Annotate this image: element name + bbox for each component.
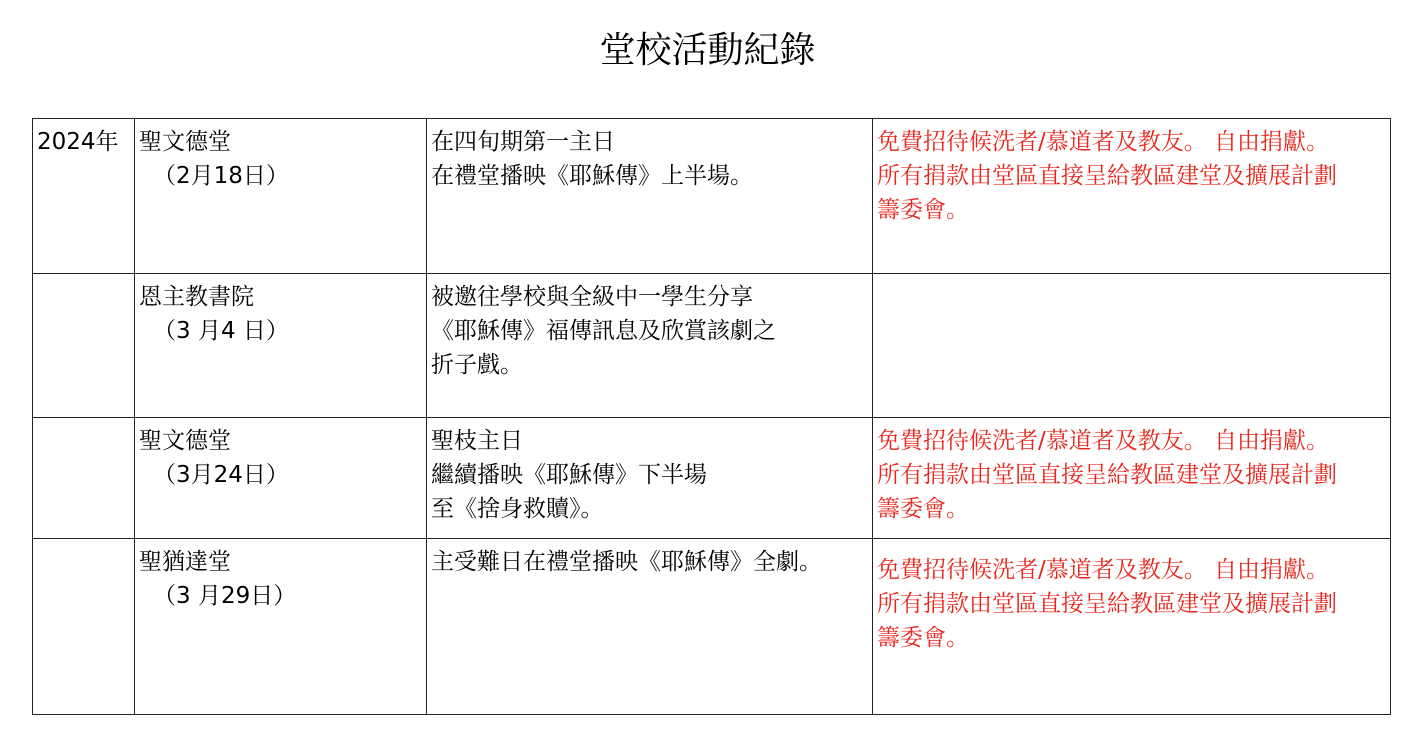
event-date: （3 月4 日） [153, 318, 289, 344]
description-line: 在禮堂播映《耶穌傳》上半場。 [431, 163, 753, 189]
note-cell [873, 418, 1391, 539]
note-line: 免費招待候洗者/慕道者及教友。 自由捐獻。 [877, 557, 1330, 583]
table-row [33, 539, 1391, 715]
venue-cell [135, 119, 427, 274]
description-line: 折子戲。 [431, 352, 523, 378]
activity-records-table [32, 118, 1391, 715]
year-cell [33, 539, 135, 715]
venue-name: 聖猶達堂 [139, 549, 231, 575]
note-line: 所有捐款由堂區直接呈給教區建堂及擴展計劃 [877, 462, 1337, 488]
venue-name: 恩主教書院 [139, 284, 254, 310]
description-cell [427, 274, 873, 418]
venue-name: 聖文德堂 [139, 428, 231, 454]
note-line: 所有捐款由堂區直接呈給教區建堂及擴展計劃 [877, 163, 1337, 189]
description-cell [427, 539, 873, 715]
note-cell [873, 274, 1391, 418]
event-date: （3月24日） [153, 462, 289, 488]
note-cell [873, 119, 1391, 274]
note-line: 籌委會。 [877, 496, 969, 522]
description-line: 主受難日在禮堂播映《耶穌傳》全劇。 [431, 549, 822, 575]
note-line: 所有捐款由堂區直接呈給教區建堂及擴展計劃 [877, 591, 1337, 617]
venue-cell [135, 539, 427, 715]
event-date: （3 月29日） [153, 583, 297, 609]
note-line: 籌委會。 [877, 197, 969, 223]
venue-cell [135, 274, 427, 418]
description-cell [427, 418, 873, 539]
table-row [33, 119, 1391, 274]
table-row [33, 274, 1391, 418]
venue-name: 聖文德堂 [139, 129, 231, 155]
year-cell: 2024年 [33, 119, 135, 274]
description-line: 被邀往學校與全級中一學生分享 [431, 284, 753, 310]
description-line: 繼續播映《耶穌傳》下半場 [431, 462, 707, 488]
description-line: 在四旬期第一主日 [431, 129, 615, 155]
table-row [33, 418, 1391, 539]
description-line: 聖枝主日 [431, 428, 523, 454]
description-line: 至《捨身救贖》。 [431, 496, 604, 522]
note-cell [873, 539, 1391, 715]
venue-cell [135, 418, 427, 539]
note-line: 免費招待候洗者/慕道者及教友。 自由捐獻。 [877, 129, 1330, 155]
note-line: 免費招待候洗者/慕道者及教友。 自由捐獻。 [877, 428, 1330, 454]
description-line: 《耶穌傳》福傳訊息及欣賞該劇之 [431, 318, 776, 344]
page-title: 堂校活動紀錄 [599, 30, 816, 71]
description-cell [427, 119, 873, 274]
year-cell [33, 274, 135, 418]
event-date: （2月18日） [153, 163, 289, 189]
note-line: 籌委會。 [877, 625, 969, 651]
year-cell [33, 418, 135, 539]
